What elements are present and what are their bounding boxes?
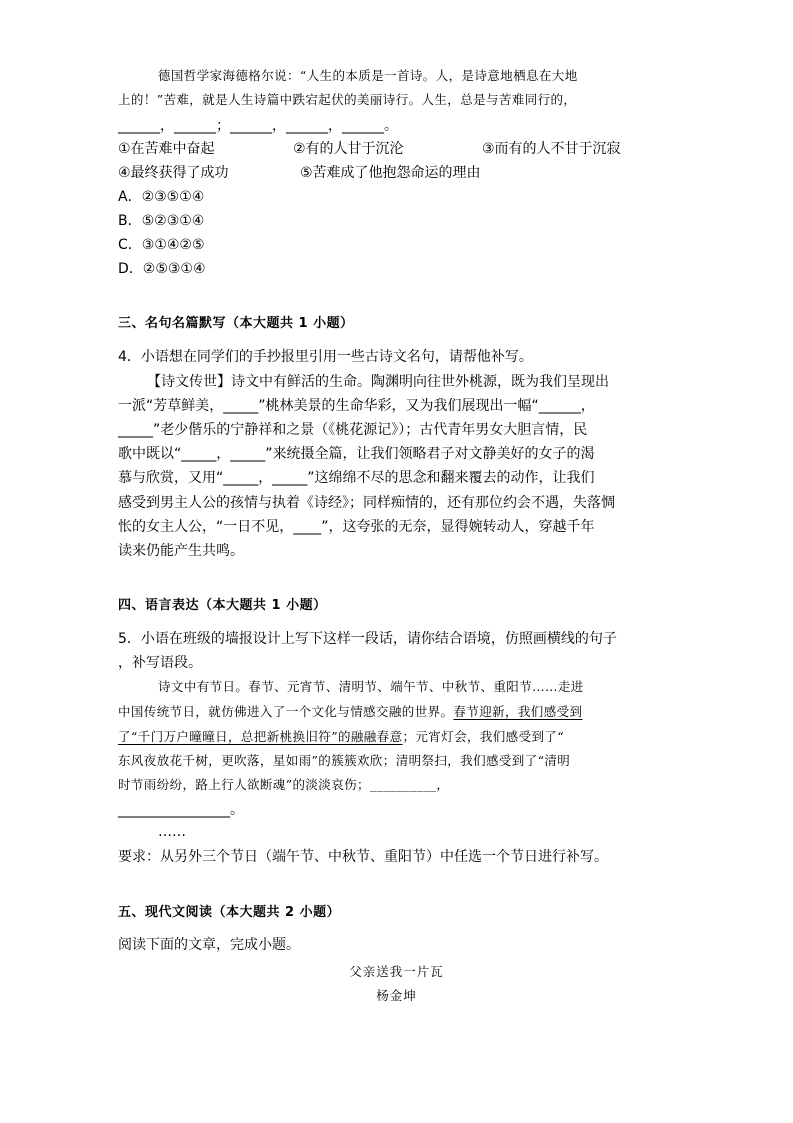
answer-blank: ________________。 bbox=[118, 802, 244, 818]
passage-line: 诗文中有节日。春节、元宵节、清明节、端午节、中秋节、重阳节……走进 bbox=[158, 679, 584, 694]
section-heading: 三、名句名篇默写（本大题共 1 小题） bbox=[118, 316, 354, 331]
poem-paragraph-line: 一派“芳草鲜美，_____”桃林美景的生命华彩，又为我们展现出一幅“______， bbox=[118, 398, 595, 414]
poem-paragraph-line: 歌中既以“_____，_____”来统摄全篇，让我们领略君子对文静美好的女子的渴 bbox=[118, 446, 595, 462]
underlined-sentence: 了“千门万户曈曈日，总把新桃换旧符”的融融春意 bbox=[118, 729, 403, 744]
underlined-sentence: 春节迎新，我们感受到 bbox=[453, 704, 583, 719]
passage-line: 德国哲学家海德格尔说：“人生的本质是一首诗。人，是诗意地栖息在大地 bbox=[158, 68, 578, 83]
question-stem: 5．小语在班级的墙报设计上写下这样一段话，请你结合语境，仿照画横线的句子 bbox=[118, 631, 617, 647]
passage-line: 了“千门万户曈曈日，总把新桃换旧符”的融融春意；元宵灯会，我们感受到了“ bbox=[118, 729, 565, 744]
passage-line: 上的！”苦难，就是人生诗篇中跌宕起伏的美丽诗行。人生，总是与苦难同行的， bbox=[118, 92, 577, 107]
choice-d: D．②⑤③①④ bbox=[118, 261, 206, 277]
choice-b: B．⑤②③①④ bbox=[118, 213, 205, 229]
article-author: 杨金坤 bbox=[376, 988, 417, 1003]
poem-paragraph-line: 慕与欣赏，又用“_____，_____”这绵绵不尽的思念和翻来覆去的动作，让我们 bbox=[118, 470, 595, 486]
requirement-text: 要求：从另外三个节日（端午节、中秋节、重阳节）中任选一个节日进行补写。 bbox=[118, 849, 608, 865]
article-title: 父亲送我一片瓦 bbox=[349, 964, 444, 979]
poem-paragraph-line: 【诗文传世】诗文中有鲜活的生命。陶渊明向往世外桃源，既为我们呈现出 bbox=[147, 374, 609, 390]
poem-paragraph-line: 怅的女主人公，“一日不见，____”，这夸张的无奈，显得婉转动人，穿越千年 bbox=[118, 519, 595, 535]
option-item: ②有的人甘于沉沦 bbox=[293, 141, 404, 157]
answer-blanks: ______，______；______，______，______。 bbox=[118, 118, 398, 134]
section-heading: 五、现代文阅读（本大题共 2 小题） bbox=[118, 905, 341, 920]
option-item: ①在苦难中奋起 bbox=[118, 141, 215, 157]
option-item: ③而有的人不甘于沉寂 bbox=[482, 141, 621, 157]
ellipsis: …… bbox=[158, 824, 186, 840]
poem-paragraph-line: 读来仍能产生共鸣。 bbox=[118, 543, 244, 559]
option-item: ⑤苦难成了他抱怨命运的理由 bbox=[300, 165, 481, 181]
choice-c: C．③①④②⑤ bbox=[118, 237, 205, 253]
question-stem: ，补写语段。 bbox=[118, 655, 202, 671]
poem-paragraph-line: _____”老少偕乐的宁静祥和之景（《桃花源记》）；古代青年男女大胆言情，民 bbox=[118, 422, 588, 438]
section-heading: 四、语言表达（本大题共 1 小题） bbox=[118, 598, 327, 613]
option-item: ④最终获得了成功 bbox=[118, 165, 229, 181]
poem-paragraph-line: 感受到男主人公的孩情与执着《诗经》；同样痴情的，还有那位约会不遇，失落惆 bbox=[118, 495, 615, 511]
answer-blank: __________， bbox=[369, 777, 450, 792]
passage-line: 时节雨纷纷，路上行人欲断魂”的淡淡哀伤；__________， bbox=[118, 777, 450, 792]
passage-line: 中国传统节日，就仿佛进入了一个文化与情感交融的世界。春节迎新，我们感受到 bbox=[118, 704, 583, 719]
question-stem: 4．小语想在同学们的手抄报里引用一些古诗文名句，请帮他补写。 bbox=[118, 349, 533, 365]
reading-intro: 阅读下面的文章，完成小题。 bbox=[118, 937, 300, 953]
passage-line: 东风夜放花千树，更吹落，星如雨”的簇簇欢欣；清明祭扫，我们感受到了“清明 bbox=[118, 753, 571, 768]
choice-a: A．②③⑤①④ bbox=[118, 189, 205, 205]
